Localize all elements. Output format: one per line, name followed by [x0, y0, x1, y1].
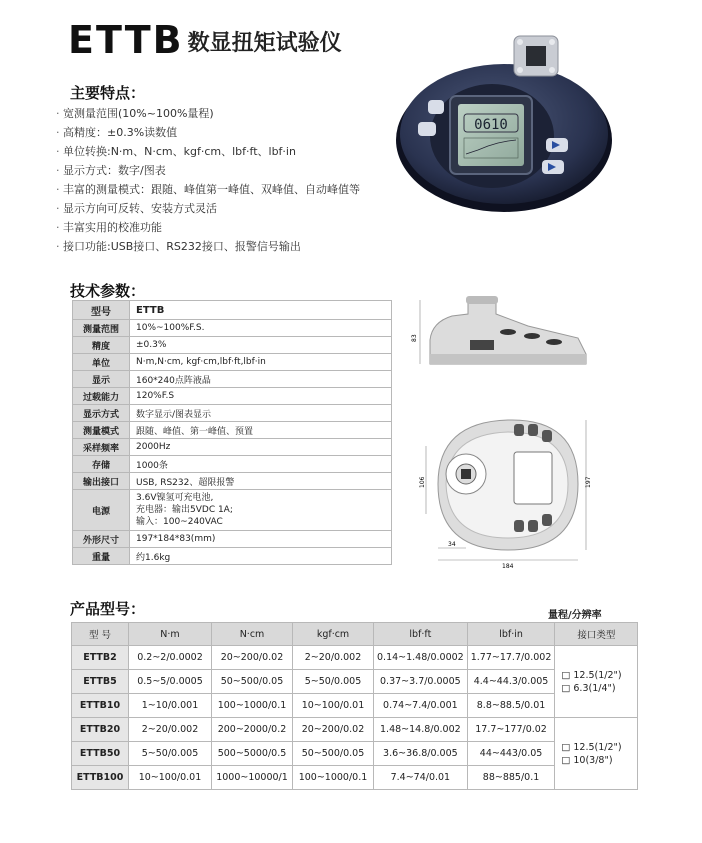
table-row — [73, 354, 392, 371]
interface-option: □ 12.5(1/2") — [561, 741, 622, 753]
spec-key: 型号 — [73, 301, 130, 320]
device-photo — [392, 28, 622, 218]
range-cell: 0.14~1.48/0.0002 — [374, 646, 468, 670]
spec-key: 精度 — [73, 337, 130, 354]
model-cell: ETTB2 — [72, 646, 129, 670]
unit-note: 量程/分辨率 — [548, 610, 602, 621]
feature-item: · 接口功能:USB接口、RS232接口、报警信号输出 — [56, 237, 360, 256]
range-cell: 50~500/0.05 — [293, 742, 374, 766]
interface-option: □ 6.3(1/4") — [561, 682, 616, 694]
model-cell: ETTB20 — [72, 718, 129, 742]
spec-value: N·m,N·cm, kgf·cm,lbf·ft,lbf·in — [130, 354, 392, 371]
column-header: lbf·ft — [374, 623, 468, 646]
range-cell: 0.2~2/0.0002 — [129, 646, 212, 670]
feature-item: · 丰富实用的校准功能 — [56, 218, 360, 237]
spec-value: ETTB — [130, 301, 392, 320]
range-cell: 5~50/0.005 — [293, 670, 374, 694]
spec-key: 重量 — [73, 548, 130, 565]
feature-item: · 单位转换:N·m、N·cm、kgf·cm、lbf·ft、lbf·in — [56, 142, 360, 161]
table-row — [73, 548, 392, 565]
specs-heading: 技术参数： — [70, 282, 146, 300]
table-row — [72, 646, 638, 670]
table-row — [73, 439, 392, 456]
dim-length: 184 — [502, 563, 514, 570]
range-cell: 100~1000/0.1 — [212, 694, 293, 718]
column-header: kgf·cm — [293, 623, 374, 646]
power-line: 3.6V镍氢可充电池, — [136, 493, 214, 503]
table-row — [73, 371, 392, 388]
table-row — [72, 766, 638, 790]
spec-value — [130, 490, 392, 531]
model-cell: ETTB100 — [72, 766, 129, 790]
table-header-row — [72, 623, 638, 646]
power-line: 充电器：输出5VDC 1A; — [136, 505, 233, 515]
range-cell: 20~200/0.02 — [293, 718, 374, 742]
spec-key: 输出接口 — [73, 473, 130, 490]
range-cell: 44~443/0.05 — [467, 742, 555, 766]
interface-cell — [555, 646, 638, 718]
dim-width: 197 — [585, 476, 592, 488]
spec-key: 测量范围 — [73, 320, 130, 337]
model-cell: ETTB10 — [72, 694, 129, 718]
column-header: 接口类型 — [555, 623, 638, 646]
table-row — [72, 694, 638, 718]
range-cell: 1~10/0.001 — [129, 694, 212, 718]
table-row — [73, 405, 392, 422]
product-subtitle: 数显扭矩试验仪 — [187, 31, 342, 56]
interface-option: □ 12.5(1/2") — [561, 669, 622, 681]
spec-key: 过载能力 — [73, 388, 130, 405]
feature-item: · 显示方式：数字/图表 — [56, 161, 360, 180]
range-cell: 4.4~44.3/0.005 — [467, 670, 555, 694]
spec-key: 单位 — [73, 354, 130, 371]
spec-key: 电源 — [73, 490, 130, 531]
feature-item: · 丰富的测量模式：跟随、峰值第一峰值、双峰值、自动峰值等 — [56, 180, 360, 199]
range-cell: 10~100/0.01 — [129, 766, 212, 790]
lcd-reading: 0610 — [474, 117, 508, 133]
range-cell: 17.7~177/0.02 — [467, 718, 555, 742]
top-view-drawing — [418, 402, 598, 570]
range-cell: 88~885/0.1 — [467, 766, 555, 790]
left-button[interactable] — [418, 122, 436, 136]
brand-name: ETTB — [68, 18, 184, 62]
column-header: lbf·in — [467, 623, 555, 646]
interface-option: □ 10(3/8") — [561, 754, 613, 766]
spec-value: ±0.3% — [130, 337, 392, 354]
features-heading: 主要特点： — [70, 84, 146, 102]
spec-value: 约1.6kg — [130, 548, 392, 565]
table-row — [73, 320, 392, 337]
spec-key: 显示 — [73, 371, 130, 388]
column-header: N·m — [129, 623, 212, 646]
spec-key: 存储 — [73, 456, 130, 473]
column-header: N·cm — [212, 623, 293, 646]
range-cell: 7.4~74/0.01 — [374, 766, 468, 790]
spec-key: 测量模式 — [73, 422, 130, 439]
feature-item: · 显示方向可反转、安装方式灵活 — [56, 199, 360, 218]
range-cell: 1.48~14.8/0.002 — [374, 718, 468, 742]
table-row — [72, 718, 638, 742]
table-row — [73, 531, 392, 548]
range-cell: 100~1000/0.1 — [293, 766, 374, 790]
range-cell: 3.6~36.8/0.005 — [374, 742, 468, 766]
feature-item: · 高精度：±0.3%读数值 — [56, 123, 360, 142]
range-cell: 0.37~3.7/0.0005 — [374, 670, 468, 694]
spec-key: 显示方式 — [73, 405, 130, 422]
power-button[interactable] — [428, 100, 444, 114]
features-list — [56, 104, 360, 256]
spec-value: 跟随、峰值、第一峰值、预置 — [130, 422, 392, 439]
spec-value: 1000条 — [130, 456, 392, 473]
range-cell: 200~2000/0.2 — [212, 718, 293, 742]
range-cell: 2~20/0.002 — [293, 646, 374, 670]
spec-value: 197*184*83(mm) — [130, 531, 392, 548]
range-cell: 5~50/0.005 — [129, 742, 212, 766]
interface-cell — [555, 718, 638, 790]
spec-value: 2000Hz — [130, 439, 392, 456]
spec-value: 数字显示/图表显示 — [130, 405, 392, 422]
spec-value: 160*240点阵液晶 — [130, 371, 392, 388]
power-line: 输入：100~240VAC — [136, 517, 223, 527]
spec-key: 采样频率 — [73, 439, 130, 456]
table-row — [73, 337, 392, 354]
spec-value: 10%~100%F.S. — [130, 320, 392, 337]
spec-value: 120%F.S — [130, 388, 392, 405]
table-row — [72, 670, 638, 694]
spec-key: 外形尺寸 — [73, 531, 130, 548]
range-cell: 2~20/0.002 — [129, 718, 212, 742]
range-cell: 0.74~7.4/0.001 — [374, 694, 468, 718]
spec-value: USB, RS232、超限报警 — [130, 473, 392, 490]
table-row — [73, 301, 392, 320]
range-cell: 50~500/0.05 — [212, 670, 293, 694]
model-cell: ETTB5 — [72, 670, 129, 694]
models-heading: 产品型号： — [70, 600, 146, 618]
table-row — [73, 456, 392, 473]
side-view-drawing — [408, 292, 598, 372]
page-title — [68, 18, 342, 62]
range-cell: 0.5~5/0.0005 — [129, 670, 212, 694]
dim-offset: 34 — [448, 541, 456, 548]
feature-item: · 宽测量范围(10%~100%量程) — [56, 104, 360, 123]
range-cell: 10~100/0.01 — [293, 694, 374, 718]
column-header: 型 号 — [72, 623, 129, 646]
table-row — [73, 422, 392, 439]
dim-height: 83 — [411, 334, 418, 342]
table-row — [73, 490, 392, 531]
table-row — [72, 742, 638, 766]
table-row — [73, 473, 392, 490]
range-cell: 1000~10000/1 — [212, 766, 293, 790]
table-row — [73, 388, 392, 405]
dim-width-inner: 106 — [419, 476, 426, 488]
range-cell: 20~200/0.02 — [212, 646, 293, 670]
range-cell: 500~5000/0.5 — [212, 742, 293, 766]
range-cell: 1.77~17.7/0.002 — [467, 646, 555, 670]
model-cell: ETTB50 — [72, 742, 129, 766]
models-table — [71, 622, 638, 790]
range-cell: 8.8~88.5/0.01 — [467, 694, 555, 718]
specs-table — [72, 300, 392, 565]
